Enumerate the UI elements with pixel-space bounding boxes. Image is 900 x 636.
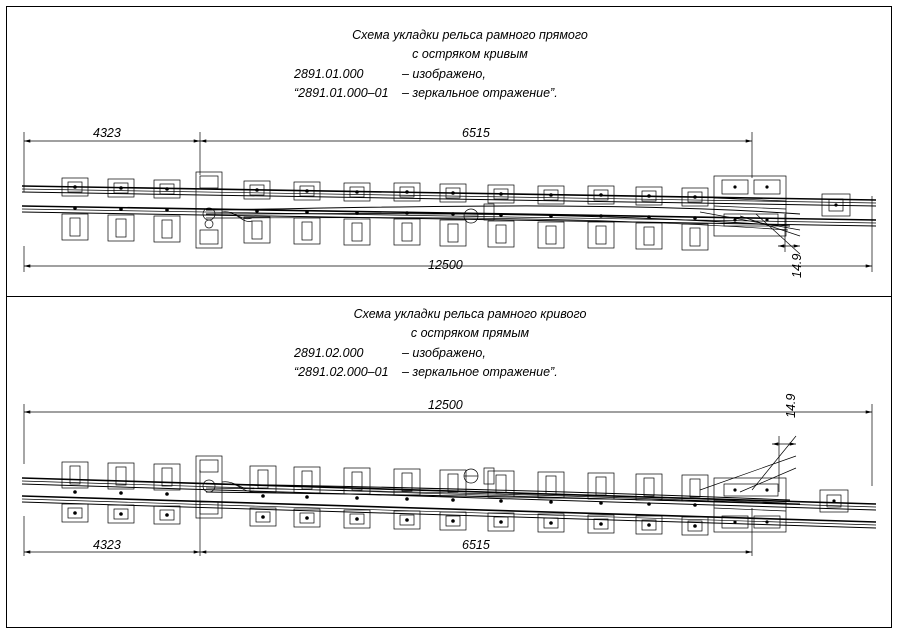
panel-top-dim-left: 4323 xyxy=(93,126,121,140)
panel-top-note-2: – зеркальное отражение”. xyxy=(402,86,558,101)
panel-top-code-2: “2891.01.000–01 xyxy=(294,86,389,101)
panel-top-title-line-2: с остряком кривым xyxy=(412,47,528,62)
panel-top-code-1: 2891.01.000 xyxy=(294,66,364,81)
panel-bottom-code-1: 2891.02.000 xyxy=(294,345,364,360)
panel-bottom-title-line-2: с остряком прямым xyxy=(410,326,530,341)
panel-bottom-dim-right: 6515 xyxy=(462,538,490,552)
panel-top-dim-offset: 14.9 xyxy=(790,253,804,278)
panel-bottom-dim-left: 4323 xyxy=(93,538,121,552)
panel-top-note-1: – изображено, xyxy=(402,66,486,81)
panel-bottom-dim-total: 12500 xyxy=(428,398,463,412)
panel-bottom-title-line-1: Схема укладки рельса рамного кривого xyxy=(353,307,587,321)
panel-top-dim-total: 12500 xyxy=(428,258,463,272)
panel-bottom-note-1: – изображено, xyxy=(402,345,486,360)
panel-top-dim-right: 6515 xyxy=(462,126,490,140)
panel-bottom-dim-offset: 14.9 xyxy=(784,393,798,418)
panel-bottom-note-2: – зеркальное отражение”. xyxy=(402,365,558,380)
panel-top-title-line-1: Схема укладки рельса рамного прямого xyxy=(352,28,588,42)
panel-bottom-code-2: “2891.02.000–01 xyxy=(294,365,389,380)
panel-bottom-sleeper-plates xyxy=(62,462,708,535)
